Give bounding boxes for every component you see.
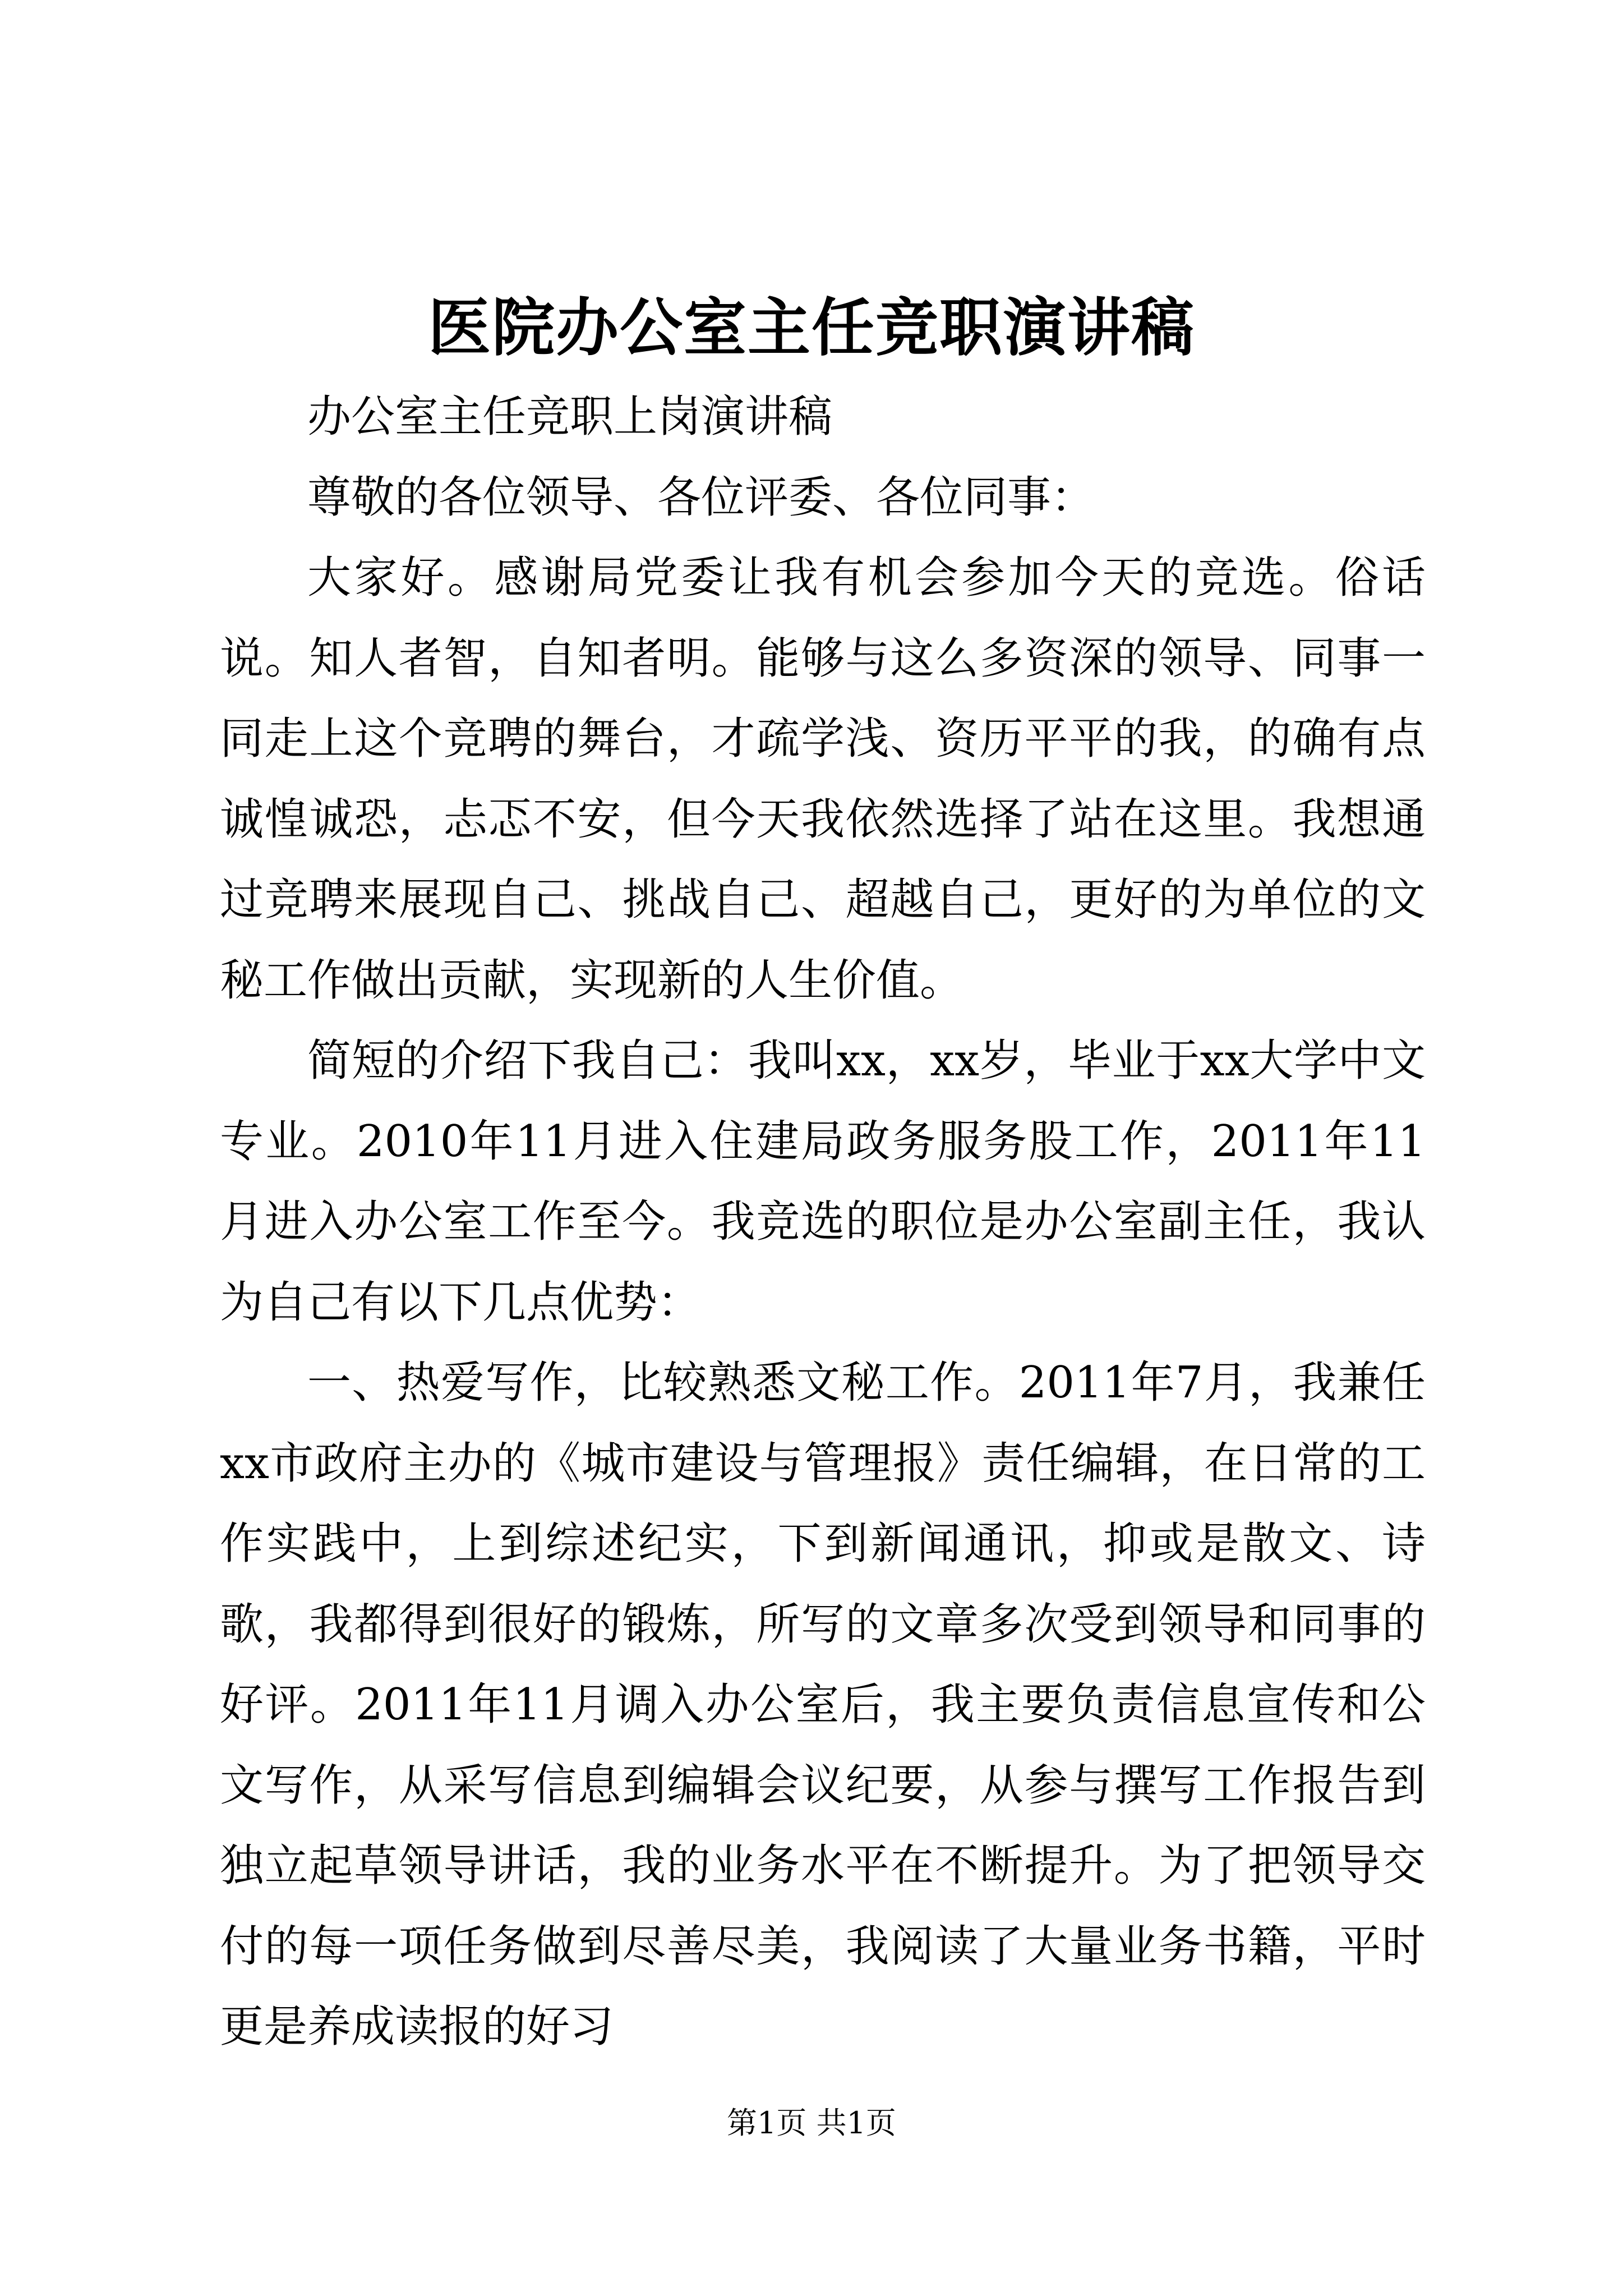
subtitle-paragraph: 办公室主任竞职上岗演讲稿 — [307, 392, 833, 442]
opening-paragraph: 大家好。感谢局党委让我有机会参加今天的竞选。俗话说。知人者智，自知者明。能够与这么多资深的领导、同事一同走上这个竞聘的舞台，才疏学浅、资历平平的我，的确有点诚惶诚恐，忐忑不安，但今天我依然选择了站在这里。我想通过竞聘来展现自己、挑战自己、超越自己，更好的为单位的文秘工作做出贡献，实现新的人生价值。 — [220, 553, 1426, 1006]
advantage-one-paragraph: 一、热爱写作，比较熟悉文秘工作。2011年7月，我兼任xx市政府主办的《城市建设与管理报》责任编辑，在日常的工作实践中，上到综述纪实，下到新闻通讯，抑或是散文、诗歌，我都得到很好的锻炼，所写的文章多次受到领导和同事的好评。2011年11月调入办公室后，我主要负责信息宣传和公文写作，从采写信息到编辑会议纪要，从参与撰写工作报告到独立起草领导讲话，我的业务水平在不断提升。为了把领导交付的每一项任务做到尽善尽美，我阅读了大量业务书籍，平时更是养成读报的好习 — [220, 1358, 1426, 2052]
document-body — [220, 377, 1426, 2068]
introduction-paragraph: 简短的介绍下我自己：我叫xx，xx岁，毕业于xx大学中文专业。2010年11月进入住建局政务服务股工作，2011年11月进入办公室工作至今。我竞选的职位是办公室副主任，我认为自己有以下几点优势： — [220, 1036, 1426, 1328]
document-title: 医院办公室主任竞职演讲稿 — [428, 291, 1195, 365]
page-number: 第1页 共1页 — [727, 2105, 896, 2141]
salutation-paragraph: 尊敬的各位领导、各位评委、各位同事： — [307, 472, 1095, 523]
